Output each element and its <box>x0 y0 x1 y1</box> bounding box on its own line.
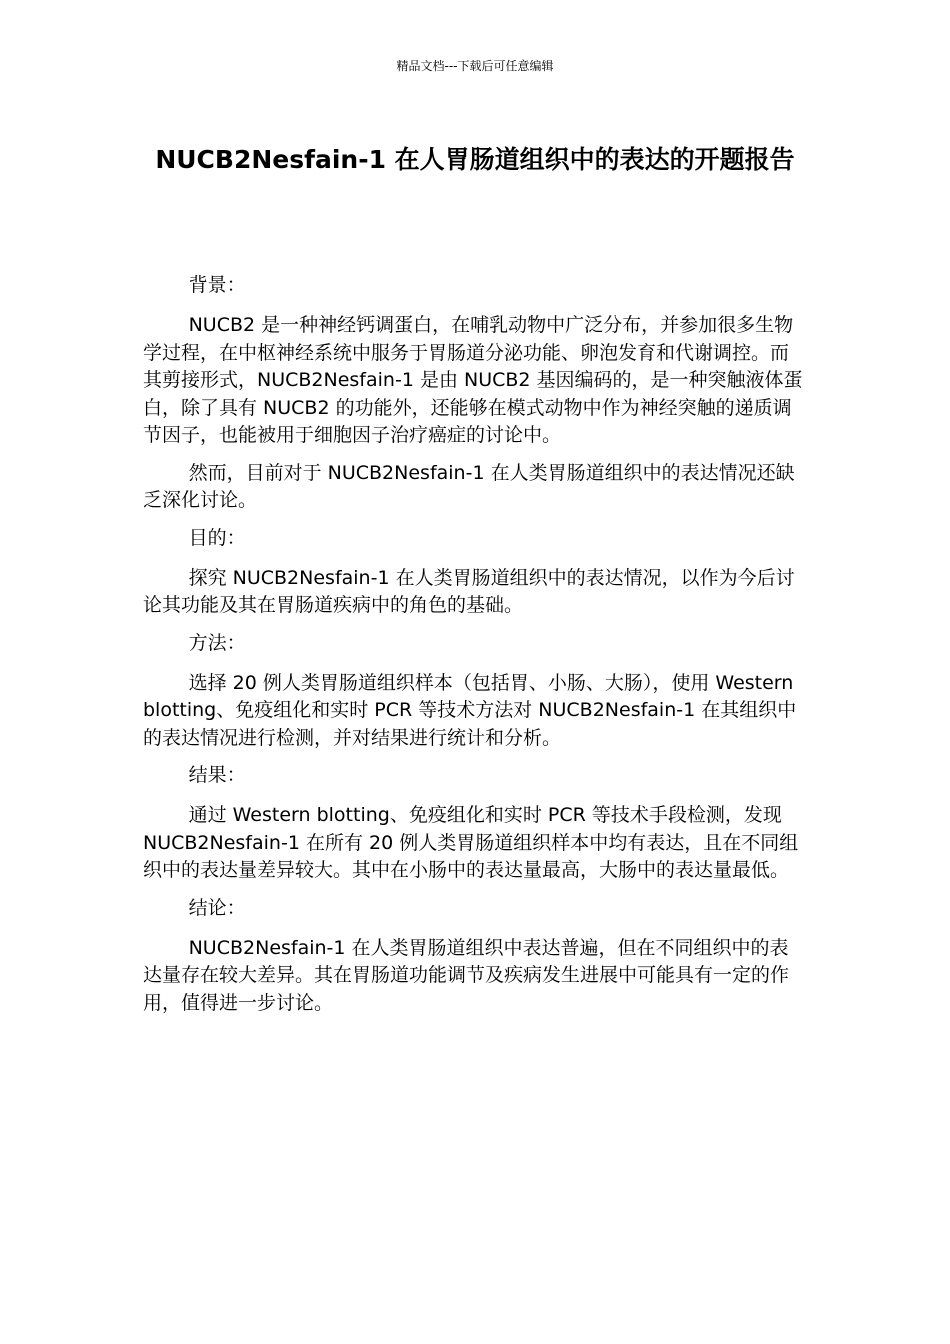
document-title: NUCB2Nesfain-1 在人胃肠道组织中的表达的开题报告 <box>155 145 795 174</box>
results-paragraph: 通过 Western blotting、免疫组化和实时 PCR 等技术手段检测，发现 NUCB2Nesfain-1 在所有 20 例人类胃肠道组织样本中均有表达，且在不同组织中的表达量差异较大。其中在小肠中的表达量最高，大肠中的表达量最低。 <box>143 804 799 881</box>
section-heading-conclusion: 结论： <box>188 896 246 919</box>
method-paragraph: 选择 20 例人类胃肠道组织样本（包括胃、小肠、大肠），使用 Western blotting、免疫组化和实时 PCR 等技术方法对 NUCB2Nesfain-1 在其组织中的表达情况进行检测，并对结果进行统计和分析。 <box>143 671 797 749</box>
section-heading-purpose: 目的： <box>188 526 246 549</box>
section-heading-results: 结果： <box>188 764 246 786</box>
section-heading-method: 方法： <box>188 631 246 654</box>
purpose-paragraph: 探究 NUCB2Nesfain-1 在人类胃肠道组织中的表达情况，以作为今后讨论其功能及其在胃肠道疾病中的角色的基础。 <box>143 566 795 616</box>
page-header: 精品文档---下载后可任意编辑 <box>396 59 554 73</box>
document-body <box>143 272 807 1027</box>
background-paragraph-1: NUCB2 是一种神经钙调蛋白，在哺乳动物中广泛分布，并参加很多生物学过程，在中枢神经系统中服务于胃肠道分泌功能、卵泡发育和代谢调控。而其剪接形式，NUCB2Nesfain-1 是由 NUCB2 基因编码的，是一种突触液体蛋白，除了具有 NUCB2 的功能外，还能够在模式动物中作为神经突触的递质调节因子，也能被用于细胞因子治疗癌症的讨论中。 <box>143 314 803 446</box>
section-heading-background: 背景： <box>188 274 246 296</box>
background-paragraph-2: 然而，目前对于 NUCB2Nesfain-1 在人类胃肠道组织中的表达情况还缺乏深化讨论。 <box>143 461 795 511</box>
conclusion-paragraph: NUCB2Nesfain-1 在人类胃肠道组织中表达普遍，但在不同组织中的表达量存在较大差异。其在胃肠道功能调节及疾病发生进展中可能具有一定的作用，值得进一步讨论。 <box>143 936 790 1014</box>
